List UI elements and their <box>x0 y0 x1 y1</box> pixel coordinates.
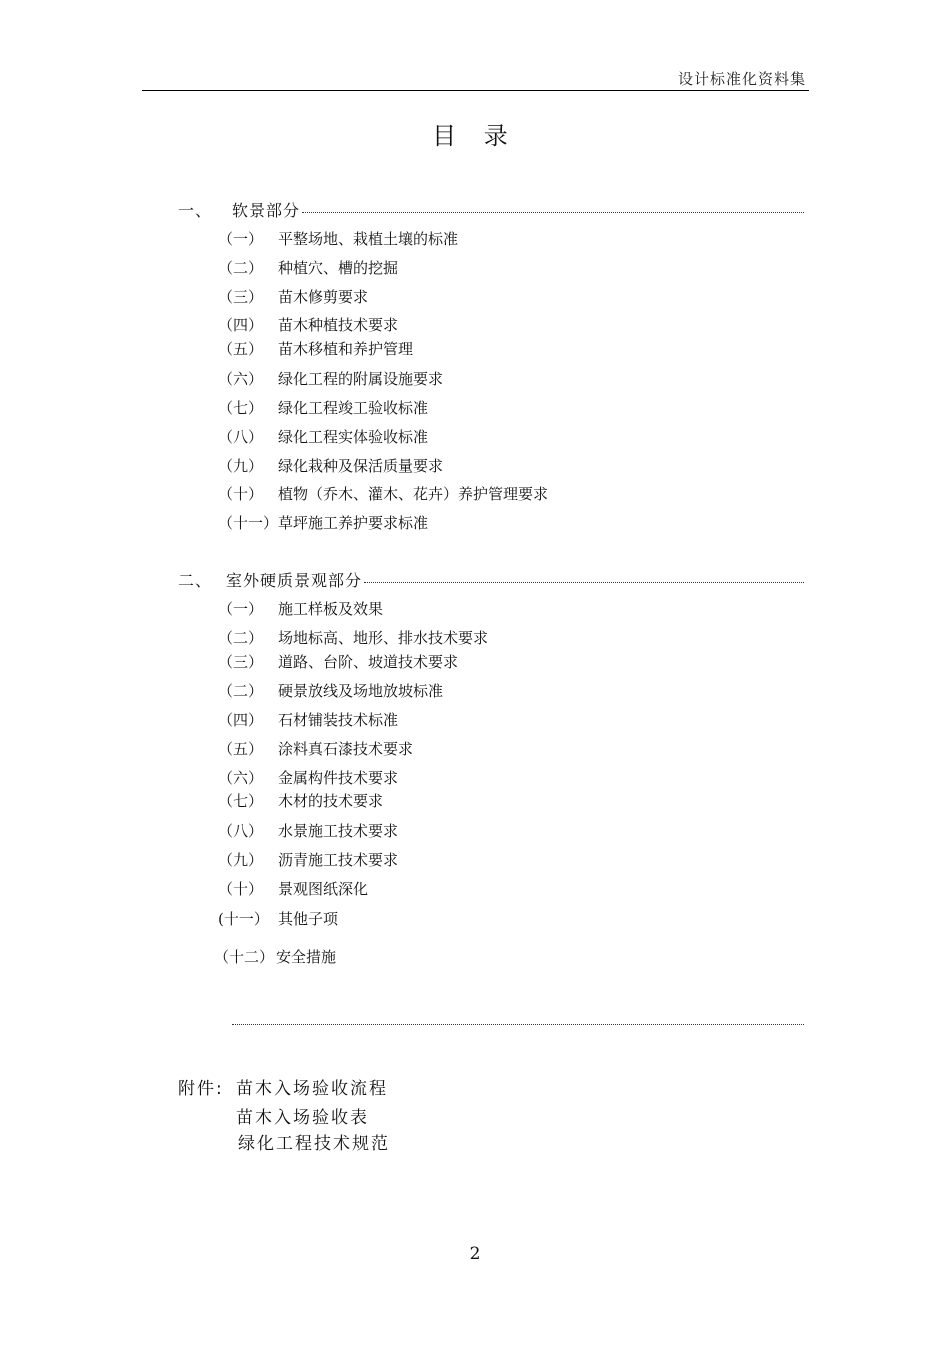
toc-item-number: （一） <box>218 230 264 248</box>
toc-item-number: （一） <box>218 600 264 618</box>
attachment-label: 附件: <box>178 1079 224 1099</box>
header-rule <box>142 90 809 91</box>
attachment-item: 苗木入场验收流程 <box>236 1079 388 1099</box>
toc-item-number: （二） <box>218 629 264 647</box>
toc-section-heading <box>178 198 804 221</box>
section-title: 室外硬质景观部分 <box>226 571 363 590</box>
dot-leader <box>364 582 804 583</box>
toc-item-text: 石材铺装技术标准 <box>278 711 399 729</box>
toc-item-text: 植物（乔木、灌木、花卉）养护管理要求 <box>278 485 549 503</box>
toc-item-text: 道路、台阶、坡道技术要求 <box>278 653 459 671</box>
toc-item-text: 场地标高、地形、排水技术要求 <box>278 629 489 647</box>
toc-item-number: （四） <box>218 711 264 729</box>
toc-item-text: 水景施工技术要求 <box>278 822 399 840</box>
toc-item-number: （九） <box>218 457 264 475</box>
toc-item-text: 绿化栽种及保活质量要求 <box>278 457 444 475</box>
toc-item-text: 苗木种植技术要求 <box>278 316 399 334</box>
toc-item-text: 苗木修剪要求 <box>278 288 369 306</box>
toc-item-text: 绿化工程的附属设施要求 <box>278 370 444 388</box>
toc-item-text: 安全措施 <box>276 948 337 966</box>
toc-item-number: （八） <box>218 822 264 840</box>
toc-item-number: （七） <box>218 792 264 810</box>
section-title: 软景部分 <box>232 201 301 220</box>
toc-item-number: （二） <box>218 682 264 700</box>
toc-item-text: 沥青施工技术要求 <box>278 851 399 869</box>
toc-item-number: （十一） <box>218 514 279 532</box>
toc-item-text: 平整场地、栽植土壤的标准 <box>278 230 459 248</box>
toc-item-text: 金属构件技术要求 <box>278 769 399 787</box>
toc-item-text: 种植穴、槽的挖掘 <box>278 259 399 277</box>
attachment-item: 苗木入场验收表 <box>236 1108 369 1128</box>
toc-title: 目 录 <box>432 122 518 150</box>
section-number: 二、 <box>178 571 213 590</box>
toc-item-number: （十二） <box>214 948 275 966</box>
page-number: 2 <box>469 1244 481 1264</box>
attachment-item: 绿化工程技术规范 <box>238 1134 390 1154</box>
toc-item-number: （三） <box>218 653 264 671</box>
toc-item-number: （二） <box>218 259 264 277</box>
toc-item-text: 苗木移植和养护管理 <box>278 340 414 358</box>
toc-item-number: （六） <box>218 370 264 388</box>
toc-item-text: 涂料真石漆技术要求 <box>278 740 414 758</box>
toc-section-heading <box>178 568 804 591</box>
toc-item-text: 绿化工程实体验收标准 <box>278 428 429 446</box>
toc-item-text: 木材的技术要求 <box>278 792 384 810</box>
section-number: 一、 <box>178 201 213 220</box>
toc-item-number: （十） <box>218 485 264 503</box>
toc-item-text: 景观图纸深化 <box>278 880 369 898</box>
dot-leader <box>302 212 804 213</box>
toc-item-number: （八） <box>218 428 264 446</box>
toc-item-number: （四） <box>218 316 264 334</box>
toc-item-number: （九） <box>218 851 264 869</box>
toc-item-number: （五） <box>218 740 264 758</box>
toc-item-text: 硬景放线及场地放坡标准 <box>278 682 444 700</box>
toc-item-number: （七） <box>218 399 264 417</box>
toc-item-number: (十一） <box>218 910 269 928</box>
toc-item-text: 施工样板及效果 <box>278 600 384 618</box>
toc-item-text: 其他子项 <box>278 910 339 928</box>
toc-item-number: （六） <box>218 769 264 787</box>
toc-item-number: （三） <box>218 288 264 306</box>
toc-item-number: （十） <box>218 880 264 898</box>
toc-item-text: 草坪施工养护要求标准 <box>278 514 429 532</box>
toc-item-text: 绿化工程竣工验收标准 <box>278 399 429 417</box>
toc-item-number: （五） <box>218 340 264 358</box>
dot-leader <box>232 1024 804 1025</box>
running-header-title: 设计标准化资料集 <box>677 70 806 88</box>
